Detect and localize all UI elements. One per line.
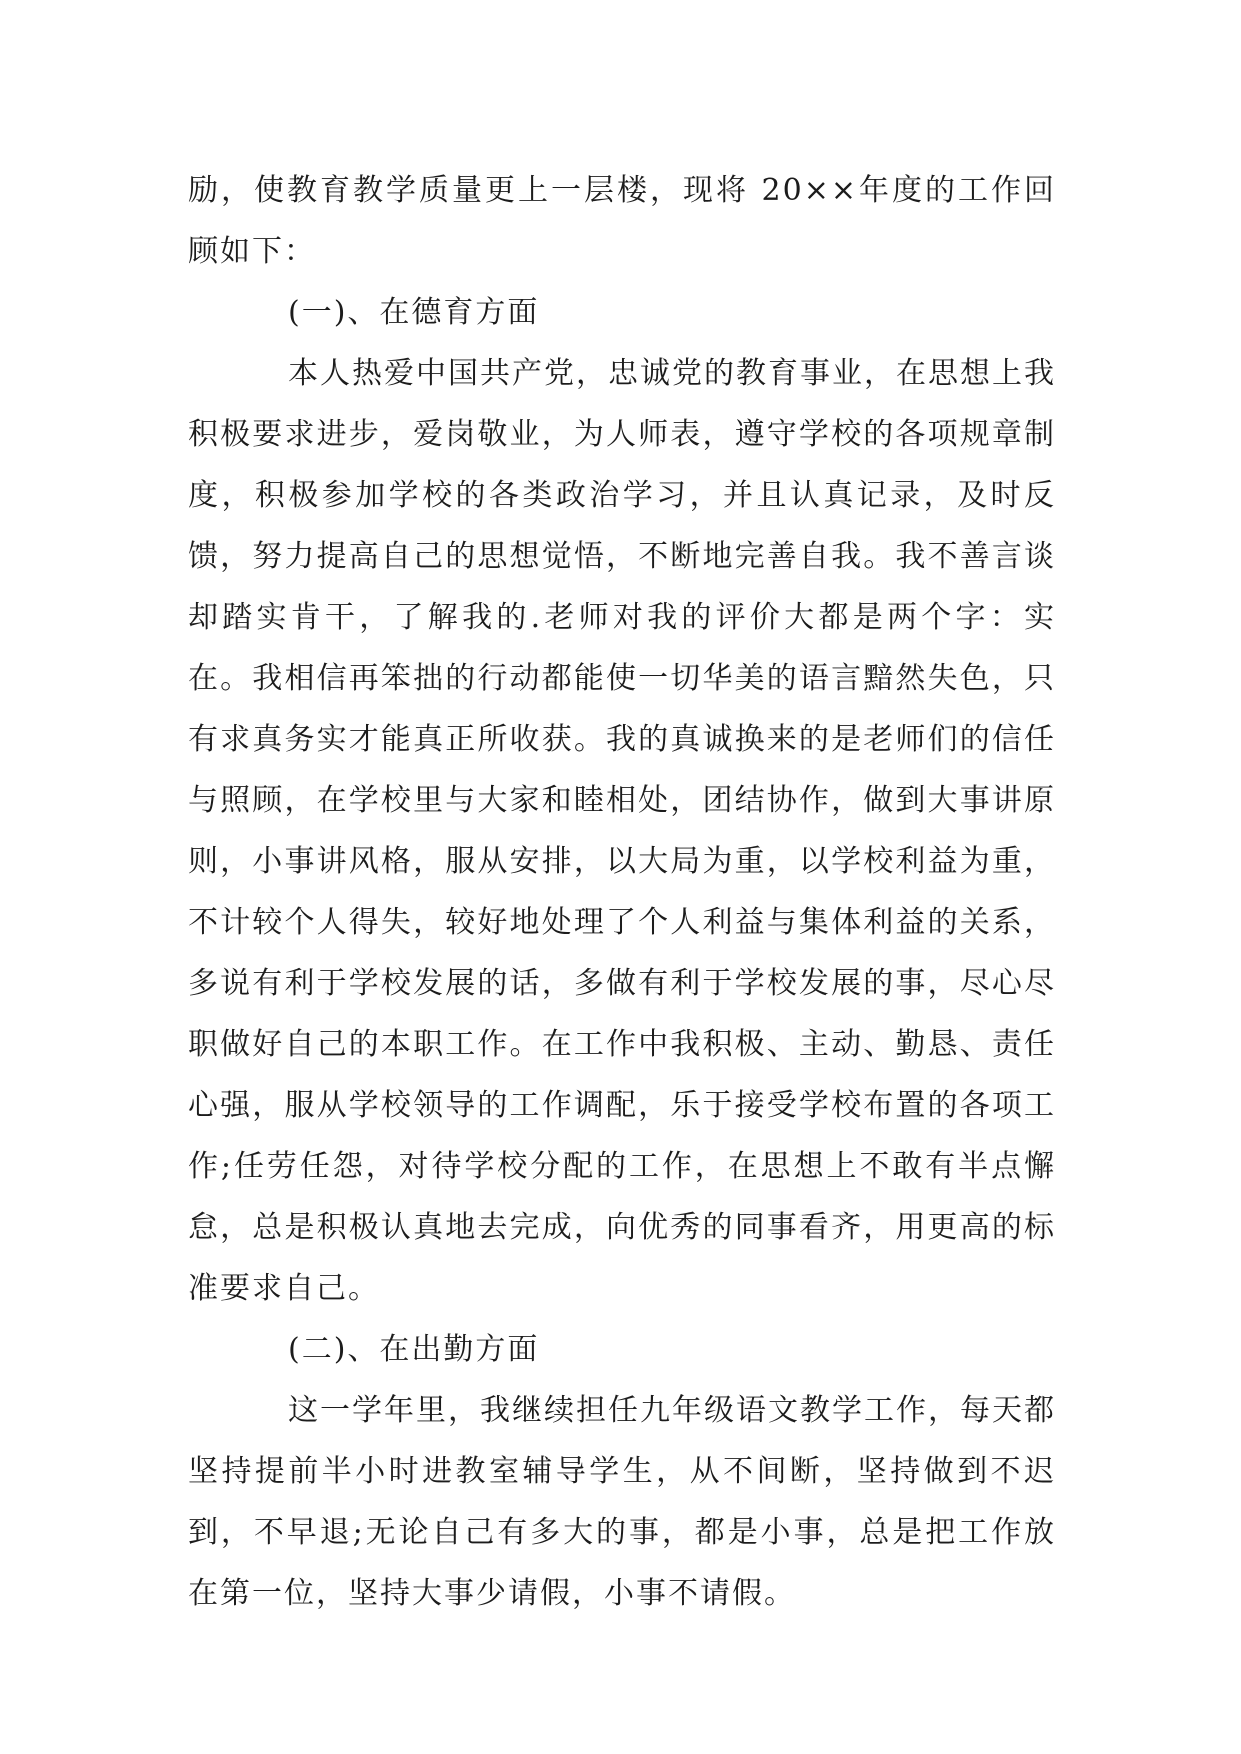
continued-paragraph: 励，使教育教学质量更上一层楼，现将 20××年度的工作回顾如下：	[188, 173, 1056, 269]
section-heading-attendance: (二)、在出勤方面	[288, 1332, 540, 1367]
section-heading-moral-education: (一)、在德育方面	[288, 295, 540, 330]
paragraph-attendance: 这一学年里，我继续担任九年级语文教学工作，每天都坚持提前半小时进教室辅导学生，从不间断，坚持做到不迟到，不早退;无论自己有多大的事，都是小事，总是把工作放在第一位，坚持大事少请假，小事不请假。	[188, 1393, 1056, 1611]
paragraph-moral-education: 本人热爱中国共产党，忠诚党的教育事业，在思想上我积极要求进步，爱岗敬业，为人师表，遵守学校的各项规章制度，积极参加学校的各类政治学习，并且认真记录，及时反馈，努力提高自己的思想觉悟，不断地完善自我。我不善言谈却踏实肯干，了解我的.老师对我的评价大都是两个字：实在。我相信再笨拙的行动都能使一切华美的语言黯然失色，只有求真务实才能真正所收获。我的真诚换来的是老师们的信任与照顾，在学校里与大家和睦相处，团结协作，做到大事讲原则，小事讲风格，服从安排，以大局为重，以学校利益为重，不计较个人得失，较好地处理了个人利益与集体利益的关系，多说有利于学校发展的话，多做有利于学校发展的事，尽心尽职做好自己的本职工作。在工作中我积极、主动、勤恳、责任心强，服从学校领导的工作调配，乐于接受学校布置的各项工作;任劳任怨，对待学校分配的工作，在思想上不敢有半点懈怠，总是积极认真地去完成，向优秀的同事看齐，用更高的标准要求自己。	[188, 356, 1056, 1306]
document-body	[188, 160, 1056, 1624]
